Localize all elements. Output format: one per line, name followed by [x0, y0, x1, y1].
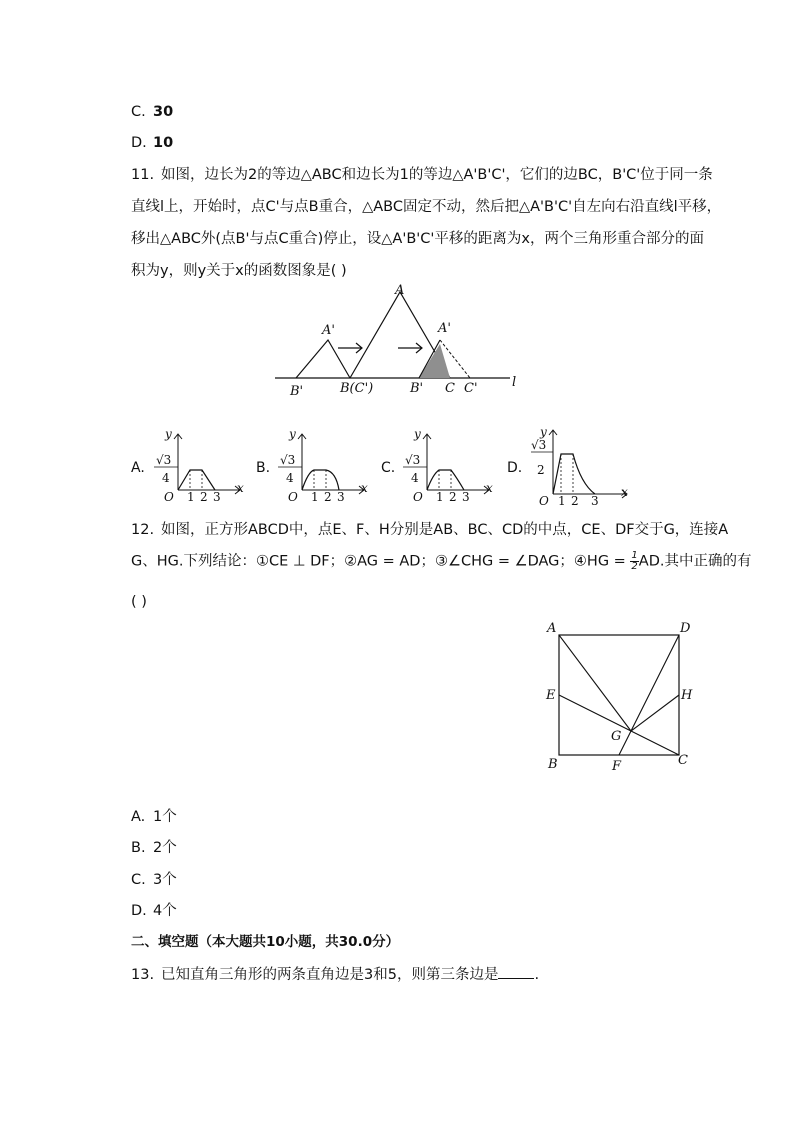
q11-option-a-graph[interactable] — [148, 428, 248, 504]
svg-text:4: 4 — [411, 471, 419, 485]
q12-number: 12. — [131, 522, 155, 538]
q11-option-b-graph[interactable] — [272, 428, 372, 504]
svg-text:x: x — [621, 485, 628, 499]
q11-triangles-figure — [270, 282, 530, 402]
svg-text:3: 3 — [337, 490, 345, 504]
q11-line-1: 11. 如图，边长为2的等边△ABC和边长为1的等边△A'B'C'，它们的边BC，B'C'位于同一条 — [131, 167, 713, 183]
svg-text:√3: √3 — [531, 438, 547, 452]
svg-text:2: 2 — [537, 463, 545, 477]
q11-line-4: 积为y，则y关于x的函数图象是( ) — [131, 263, 347, 279]
svg-text:2: 2 — [571, 494, 579, 508]
svg-text:4: 4 — [286, 471, 294, 485]
q11-option-c-graph[interactable] — [397, 428, 497, 504]
label-G: G — [611, 729, 622, 744]
label-F: F — [612, 759, 622, 774]
svg-text:2: 2 — [324, 490, 332, 504]
svg-text:O: O — [539, 494, 549, 508]
q12-option-a[interactable]: A. 1个 — [131, 809, 177, 825]
svg-text:O: O — [288, 490, 298, 504]
label-E: E — [546, 688, 556, 703]
small-triangle-left — [296, 340, 350, 378]
section-2-title: 二、填空题（本大题共10小题，共30.0分） — [131, 934, 400, 950]
q12-fraction: $\frac{1}{2}$ — [631, 550, 638, 572]
q11-option-d-letter[interactable]: D. — [507, 460, 523, 476]
q11-option-c-letter[interactable]: C. — [381, 460, 396, 476]
svg-text:1: 1 — [187, 490, 195, 504]
svg-text:√3: √3 — [280, 453, 296, 467]
svg-text:2: 2 — [449, 490, 457, 504]
q12-line-2: G、HG.下列结论：①CE ⊥ DF；②AG = AD；③∠CHG = ∠DAG；④HG = $\frac{1}{2}$ AD.其中正确的有 — [131, 550, 752, 572]
svg-text:1: 1 — [311, 490, 319, 504]
label-A: A — [547, 621, 557, 636]
svg-text:y: y — [540, 425, 547, 439]
q12-square-figure — [540, 618, 700, 778]
prev-option-d: D. 10 — [131, 135, 174, 151]
svg-text:O: O — [164, 490, 174, 504]
svg-text:3: 3 — [591, 494, 599, 508]
segment-hg — [631, 695, 679, 731]
svg-text:3: 3 — [213, 490, 221, 504]
label-B-prime-right: B' — [410, 381, 424, 396]
label-A-prime-right: A' — [438, 321, 451, 336]
svg-text:y: y — [165, 428, 172, 441]
svg-text:1: 1 — [558, 494, 566, 508]
segment-df — [619, 635, 679, 755]
q12-option-d[interactable]: D. 4个 — [131, 903, 177, 919]
label-B-prime-left: B' — [290, 384, 304, 399]
svg-text:x: x — [486, 481, 493, 495]
label-l: l — [512, 375, 517, 390]
q13-number: 13. — [131, 967, 155, 983]
q12-option-c[interactable]: C. 3个 — [131, 872, 177, 888]
label-C-prime: C' — [464, 381, 478, 396]
prev-option-c: C. 30 — [131, 104, 174, 120]
label-D: D — [680, 621, 691, 636]
segment-ag — [559, 635, 631, 731]
label-B-C-prime: B(C') — [340, 381, 374, 396]
q11-option-a-letter[interactable]: A. — [131, 460, 145, 476]
label-A-prime-left: A' — [322, 323, 335, 338]
label-C: C — [445, 381, 455, 396]
svg-text:O: O — [413, 490, 423, 504]
svg-text:√3: √3 — [405, 453, 421, 467]
svg-text:1: 1 — [436, 490, 444, 504]
q11-number: 11. — [131, 167, 155, 183]
svg-text:4: 4 — [162, 471, 170, 485]
q11-option-b-letter[interactable]: B. — [256, 460, 271, 476]
label-H: H — [681, 688, 693, 703]
label-A: A — [395, 283, 405, 298]
svg-text:y: y — [289, 428, 296, 441]
q11-line-2: 直线l上，开始时，点C'与点B重合，△ABC固定不动，然后把△A'B'C'自左向右沿直线l平移， — [131, 199, 722, 215]
q12-option-b[interactable]: B. 2个 — [131, 840, 177, 856]
q12-line-1: 12. 如图，正方形ABCD中，点E、F、H分别是AB、BC、CD的中点，CE、DF交于G，连接A — [131, 522, 729, 538]
label-C: C — [678, 753, 688, 768]
label-B: B — [548, 757, 558, 772]
svg-text:3: 3 — [462, 490, 470, 504]
svg-text:2: 2 — [200, 490, 208, 504]
svg-text:x: x — [237, 481, 244, 495]
svg-text:y: y — [414, 428, 421, 441]
q12-line-3: ( ) — [131, 594, 147, 610]
q13-answer-blank[interactable] — [498, 964, 534, 979]
svg-text:√3: √3 — [156, 453, 172, 467]
segment-ce — [559, 695, 679, 755]
q11-option-d-graph[interactable] — [523, 424, 633, 508]
svg-text:x: x — [361, 481, 368, 495]
q11-line-3: 移出△ABC外(点B'与点C重合)停止，设△A'B'C'平移的距离为x，两个三角形重合部分的面 — [131, 231, 704, 247]
q13-line: 13. 已知直角三角形的两条直角边是3和5，则第三条边是 . — [131, 964, 539, 985]
